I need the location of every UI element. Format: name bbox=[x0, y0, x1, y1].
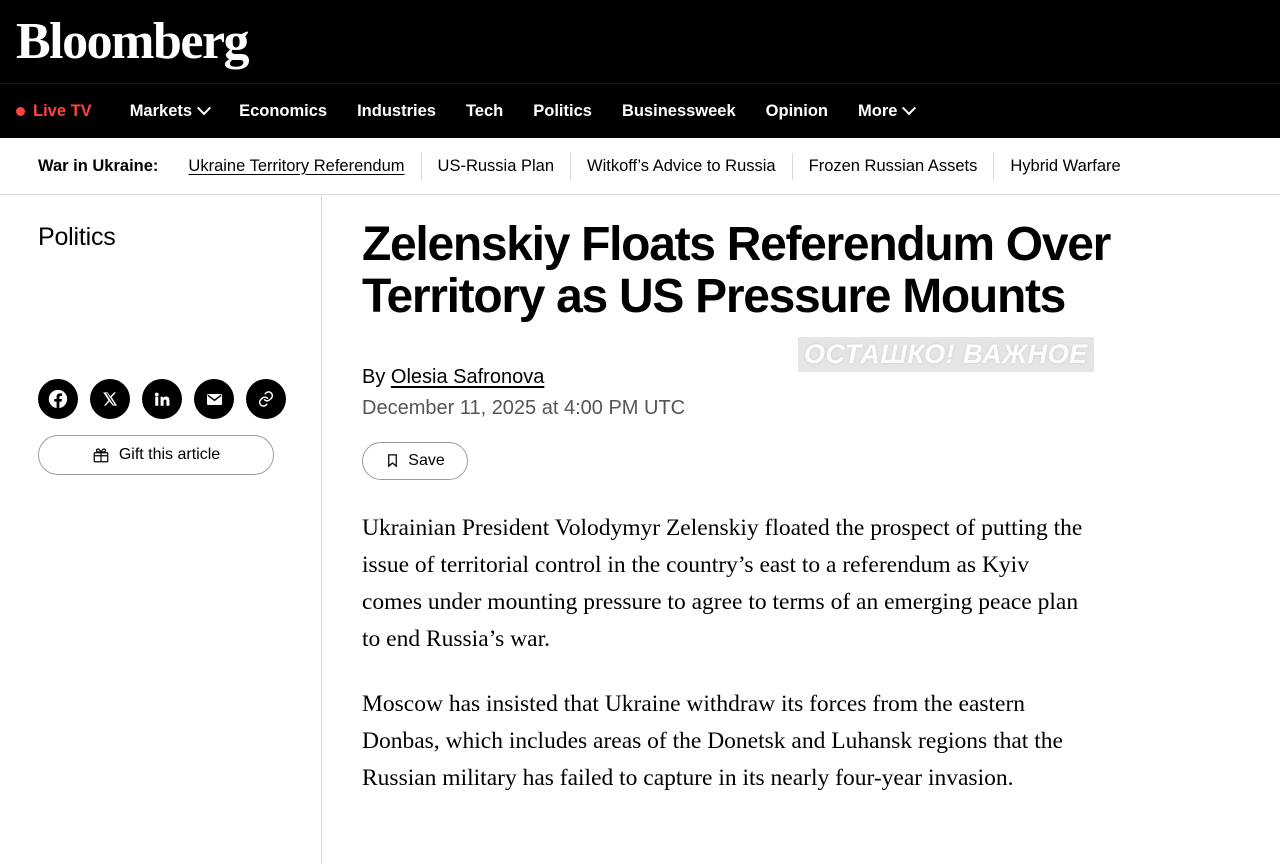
gift-icon bbox=[92, 446, 110, 464]
nav-item-label: Businessweek bbox=[621, 101, 736, 120]
gift-article-label: Gift this article bbox=[118, 446, 221, 463]
nav-item-label: Industries bbox=[357, 101, 436, 120]
linkedin-icon[interactable] bbox=[142, 379, 182, 419]
article-body bbox=[362, 510, 1092, 798]
topic-link-frozen-russian-assets[interactable]: Frozen Russian Assets bbox=[793, 153, 995, 180]
topic-link-us-russia-plan[interactable]: US-Russia Plan bbox=[422, 153, 571, 180]
x-twitter-icon[interactable] bbox=[90, 379, 130, 419]
topic-link-witkoffs-advice-to-russia[interactable]: Witkoff’s Advice to Russia bbox=[571, 153, 793, 180]
masthead bbox=[0, 0, 1280, 83]
topic-link-ukraine-territory-referendum[interactable]: Ukraine Territory Referendum bbox=[172, 153, 421, 180]
nav-item-label: Opinion bbox=[765, 101, 828, 120]
nav-item-businessweek[interactable] bbox=[622, 102, 736, 121]
byline bbox=[362, 366, 1216, 389]
article bbox=[322, 195, 1280, 864]
primary-navigation bbox=[0, 83, 1280, 138]
nav-item-label: Politics bbox=[533, 101, 592, 120]
bloomberg-logo[interactable]: Bloomberg bbox=[16, 12, 249, 70]
page-title: Zelenskiy Floats Referendum Over Territory as US Pressure Mounts bbox=[362, 218, 1111, 324]
save-button-label: Save bbox=[408, 451, 445, 469]
email-icon[interactable] bbox=[194, 379, 234, 419]
nav-item-economics[interactable] bbox=[239, 102, 327, 121]
chevron-down-icon bbox=[902, 101, 916, 115]
chevron-down-icon bbox=[197, 101, 211, 115]
author-link[interactable]: Olesia Safronova bbox=[390, 365, 545, 388]
left-rail bbox=[0, 195, 322, 864]
bookmark-icon bbox=[385, 452, 400, 469]
article-paragraph: Ukrainian President Volodymyr Zelenskiy floated the prospect of putting the issue of territorial control in the country’s east to a referendum as Kyiv comes under mounting pressure to agree to terms of an emerging peace plan to end Russia’s war. bbox=[362, 514, 1083, 652]
nav-item-politics[interactable] bbox=[533, 102, 592, 121]
save-button[interactable] bbox=[362, 442, 468, 480]
nav-item-live-tv[interactable] bbox=[16, 102, 92, 121]
link-icon[interactable] bbox=[246, 379, 286, 419]
nav-item-label: Tech bbox=[465, 101, 504, 120]
nav-item-tech[interactable] bbox=[466, 102, 503, 121]
facebook-icon[interactable] bbox=[38, 379, 78, 419]
nav-item-label: Markets bbox=[129, 101, 193, 120]
nav-item-markets[interactable] bbox=[130, 102, 209, 121]
content-area bbox=[0, 195, 1280, 864]
nav-item-label: Economics bbox=[239, 101, 328, 120]
nav-item-label: Live TV bbox=[33, 101, 92, 120]
watermark-subtitle: TELEGRAM bbox=[804, 374, 888, 388]
topic-bar bbox=[0, 138, 1280, 195]
publish-timestamp: December 11, 2025 at 4:00 PM UTC bbox=[362, 396, 686, 419]
byline-prefix: By bbox=[362, 365, 386, 388]
section-kicker[interactable]: Politics bbox=[38, 223, 116, 251]
nav-item-label: More bbox=[858, 101, 898, 120]
nav-item-more[interactable] bbox=[858, 102, 914, 121]
live-dot-icon bbox=[16, 107, 25, 116]
nav-item-industries[interactable] bbox=[357, 102, 436, 121]
article-paragraph: Moscow has insisted that Ukraine withdraw its forces from the eastern Donbas, which includes areas of the Donetsk and Luhansk regions that the Russian military has failed to capture in its nearly four-year invasion. bbox=[362, 691, 1063, 792]
gift-article-button[interactable] bbox=[38, 435, 274, 475]
share-buttons bbox=[38, 379, 321, 419]
topic-bar-label: War in Ukraine: bbox=[38, 156, 159, 175]
nav-item-opinion[interactable] bbox=[766, 102, 828, 121]
topic-link-hybrid-warfare[interactable]: Hybrid Warfare bbox=[1010, 156, 1121, 175]
watermark-title: ОСТАШКО! ВАЖНОЕ bbox=[798, 337, 1094, 372]
